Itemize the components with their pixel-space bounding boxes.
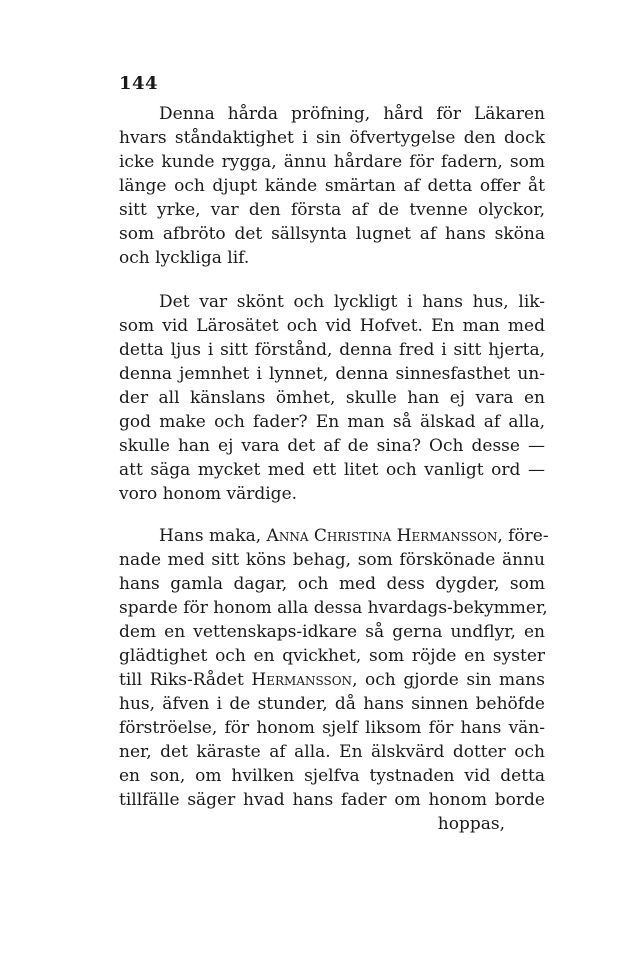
text-line: Det var skönt och lyckligt i hans hus, lik- — [159, 292, 545, 312]
text-line: nade med sitt köns behag, som förskönade ännu — [119, 550, 545, 570]
text-line: icke kunde rygga, ännu hårdare för fadern, som — [119, 152, 545, 172]
text-line: tillfälle säger hvad hans fader om honom borde — [119, 790, 545, 810]
text-line: detta ljus i sitt förstånd, denna fred i sitt hjerta, — [119, 340, 545, 360]
text-line: en son, om hvilken sjelfva tystnaden vid detta — [119, 766, 545, 786]
text-line — [119, 668, 545, 692]
text-line: Denna hårda pröfning, hård för Läkaren — [159, 104, 545, 124]
catchword: hoppas, — [437, 814, 505, 834]
text-fragment: , och gjorde sin mans — [352, 670, 545, 690]
text-line — [159, 524, 549, 548]
text-fragment: Hans maka, — [159, 526, 267, 546]
page-number: 144 — [119, 73, 159, 94]
text-line: som vid Lärosätet och vid Hofvet. En man med — [119, 316, 545, 336]
text-line: förströelse, för honom sjelf liksom för hans vän- — [119, 718, 545, 738]
text-line: länge och djupt kände smärtan af detta offer åt — [119, 176, 545, 196]
person-name: Hermansson — [251, 670, 353, 690]
text-line: god make och fader? En man så älskad af alla, — [119, 412, 545, 432]
text-line: dem en vettenskaps-idkare så gerna undflyr, en — [119, 622, 545, 642]
text-line: hans gamla dagar, och med dess dygder, som — [119, 574, 545, 594]
text-line: som afbröto det sällsynta lugnet af hans sköna — [119, 224, 545, 244]
text-fragment: till Riks-Rådet — [119, 670, 252, 690]
person-name: Anna Christina Hermansson — [266, 526, 498, 546]
text-line: och lyckliga lif. — [119, 248, 250, 268]
text-line: sitt yrke, var den första af de tvenne olyckor, — [119, 200, 545, 220]
text-line: voro honom värdige. — [119, 484, 298, 504]
text-line: denna jemnhet i lynnet, denna sinnesfasthet un- — [119, 364, 545, 384]
text-line: glädtighet och en qvickhet, som röjde en syster — [119, 646, 545, 666]
text-line: ner, det käraste af alla. En älskvärd dotter och — [119, 742, 545, 762]
text-line: sparde för honom alla dessa hvardags-bekymmer, — [119, 598, 548, 618]
text-line: hus, äfven i de stunder, då hans sinnen behöfde — [119, 694, 545, 714]
text-line: hvars ståndaktighet i sin öfvertygelse den dock — [119, 128, 545, 148]
text-line: att säga mycket med ett litet och vanligt ord — — [119, 460, 545, 480]
text-line: der all känslans ömhet, skulle han ej vara en — [119, 388, 545, 408]
text-fragment: , före- — [497, 526, 549, 546]
text-line: skulle han ej vara det af de sina? Och desse — — [119, 436, 545, 456]
